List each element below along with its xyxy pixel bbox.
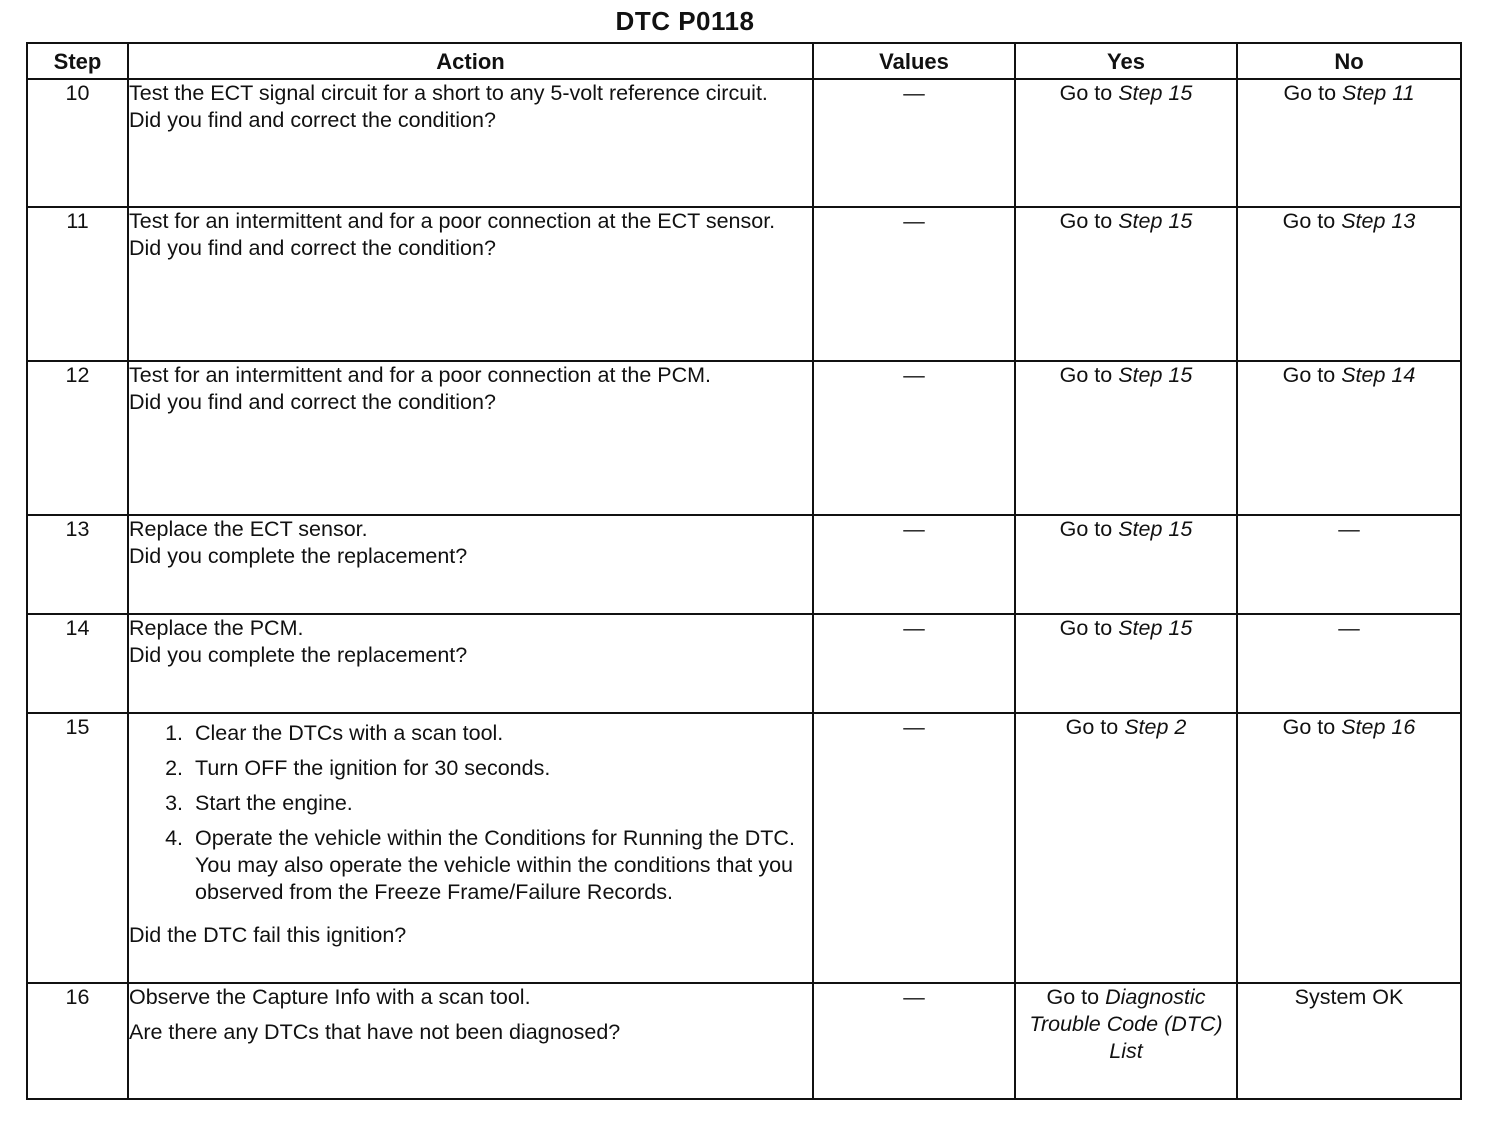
- action-text: Test the ECT signal circuit for a short to any 5-volt reference circuit.: [129, 81, 768, 105]
- list-item: 1. Clear the DTCs with a scan tool.: [189, 720, 812, 747]
- header-yes: Yes: [1015, 43, 1237, 79]
- values-cell: —: [813, 361, 1015, 515]
- no-step-link[interactable]: Step 11: [1342, 81, 1415, 105]
- table-row: [27, 79, 1461, 207]
- values-cell: —: [813, 983, 1015, 1099]
- yes-cell: [1015, 361, 1237, 515]
- no-cell: [1237, 361, 1461, 515]
- yes-cell: [1015, 207, 1237, 361]
- no-prefix: Go to: [1282, 715, 1342, 739]
- action-cell: [128, 515, 813, 614]
- action-text: Replace the PCM.: [129, 616, 304, 640]
- action-text: Observe the Capture Info with a scan tool.: [129, 985, 531, 1009]
- action-text: Test for an intermittent and for a poor connection at the PCM.: [129, 363, 712, 387]
- table-row: [27, 207, 1461, 361]
- no-cell: —: [1237, 614, 1461, 713]
- header-row: [27, 43, 1461, 79]
- action-question: Did you find and correct the condition?: [129, 108, 496, 132]
- yes-prefix: Go to: [1046, 985, 1106, 1009]
- no-cell: [1237, 713, 1461, 983]
- yes-step-link[interactable]: Step 15: [1118, 209, 1193, 233]
- yes-step-link[interactable]: Step 15: [1118, 81, 1193, 105]
- action-cell: [128, 361, 813, 515]
- yes-step-link[interactable]: Step 15: [1118, 363, 1193, 387]
- procedure-list: [129, 720, 812, 914]
- yes-prefix: Go to: [1059, 616, 1119, 640]
- list-item: 4. Operate the vehicle within the Conditions for Running the DTC. You may also operate the vehicle within the conditions that you observed from the Freeze Frame/Failure Records.: [189, 825, 812, 906]
- table-row: [27, 983, 1461, 1099]
- values-cell: —: [813, 207, 1015, 361]
- action-cell: [128, 983, 813, 1099]
- step-number: 13: [27, 515, 128, 614]
- no-prefix: Go to: [1282, 209, 1342, 233]
- action-cell: [128, 614, 813, 713]
- table-row: [27, 515, 1461, 614]
- yes-prefix: Go to: [1059, 209, 1119, 233]
- action-cell: [128, 79, 813, 207]
- yes-dtc-list-link[interactable]: Diagnostic Trouble Code (DTC) List: [1029, 985, 1223, 1063]
- action-question: Did the DTC fail this ignition?: [129, 923, 407, 947]
- list-item: 2. Turn OFF the ignition for 30 seconds.: [189, 755, 812, 782]
- action-question: Did you complete the replacement?: [129, 643, 468, 667]
- list-item: 3. Start the engine.: [189, 790, 812, 817]
- step-number: 15: [27, 713, 128, 983]
- yes-step-link[interactable]: Step 15: [1118, 616, 1193, 640]
- no-cell: [1237, 207, 1461, 361]
- step-number: 16: [27, 983, 128, 1099]
- yes-cell: [1015, 515, 1237, 614]
- action-cell: [128, 713, 813, 983]
- action-question: Did you find and correct the condition?: [129, 236, 496, 260]
- step-number: 12: [27, 361, 128, 515]
- action-text: Replace the ECT sensor.: [129, 517, 368, 541]
- yes-prefix: Go to: [1059, 363, 1119, 387]
- yes-step-link[interactable]: Step 15: [1118, 517, 1193, 541]
- yes-prefix: Go to: [1059, 517, 1119, 541]
- no-step-link[interactable]: Step 14: [1341, 363, 1416, 387]
- no-prefix: Go to: [1283, 81, 1343, 105]
- action-cell: [128, 207, 813, 361]
- yes-step-link[interactable]: Step 2: [1124, 715, 1187, 739]
- yes-prefix: Go to: [1065, 715, 1125, 739]
- yes-cell: [1015, 983, 1237, 1099]
- no-cell: [1237, 79, 1461, 207]
- step-number: 10: [27, 79, 128, 207]
- yes-cell: [1015, 79, 1237, 207]
- action-question: Are there any DTCs that have not been diagnosed?: [129, 1020, 621, 1044]
- table-row: [27, 614, 1461, 713]
- action-text: Test for an intermittent and for a poor connection at the ECT sensor.: [129, 209, 776, 233]
- header-values: Values: [813, 43, 1015, 79]
- yes-prefix: Go to: [1059, 81, 1119, 105]
- values-cell: —: [813, 614, 1015, 713]
- values-cell: —: [813, 713, 1015, 983]
- no-cell: —: [1237, 515, 1461, 614]
- values-cell: —: [813, 79, 1015, 207]
- header-no: No: [1237, 43, 1461, 79]
- table-row: [27, 713, 1461, 983]
- step-number: 14: [27, 614, 128, 713]
- step-number: 11: [27, 207, 128, 361]
- no-cell: System OK: [1237, 983, 1461, 1099]
- page-title: DTC P0118: [615, 6, 755, 36]
- yes-cell: [1015, 614, 1237, 713]
- yes-cell: [1015, 713, 1237, 983]
- table-row: [27, 361, 1461, 515]
- no-step-link[interactable]: Step 13: [1341, 209, 1416, 233]
- dtc-table: [26, 42, 1462, 1100]
- action-question: Did you complete the replacement?: [129, 544, 468, 568]
- header-action: Action: [128, 43, 813, 79]
- values-cell: —: [813, 515, 1015, 614]
- action-question: Did you find and correct the condition?: [129, 390, 496, 414]
- header-step: Step: [27, 43, 128, 79]
- no-prefix: Go to: [1282, 363, 1342, 387]
- no-step-link[interactable]: Step 16: [1341, 715, 1416, 739]
